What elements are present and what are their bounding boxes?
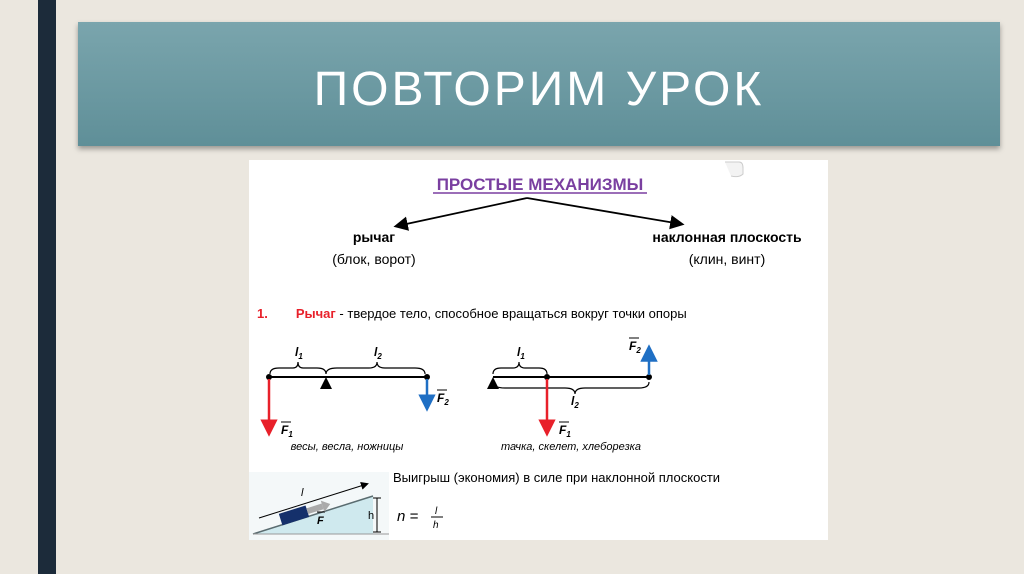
svg-text:l1: $l_1$ [295,345,303,361]
svg-text:l: l [301,487,304,499]
svg-text:F1: $F_1$ [281,423,293,439]
svg-text:F2: $F_2$ [629,339,641,355]
definition-line [257,306,687,321]
gain-formula [397,506,443,531]
mechanisms-figure [249,160,828,540]
item-number: 1. [257,306,268,321]
examples-lever-2: тачка, скелет, хлеборезка [501,441,641,453]
title-band [78,22,1000,146]
svg-text:h: h [368,510,375,522]
lever-sub: (блок, ворот) [332,251,416,267]
slide-title: ПОВТОРИМ УРОК [313,63,765,116]
arrow-to-plane [527,198,681,224]
svg-text:l1: $l_1$ [517,345,525,361]
fulcrum-1 [320,377,332,389]
svg-text:n =: n = [397,508,419,525]
svg-text:F: F [317,515,324,527]
lever-diagram-1 [266,345,449,439]
svg-text:F1: $F_1$ [559,423,571,439]
examples-lever-1: весы, весла, ножницы [290,441,404,453]
page-curl-icon [725,162,743,177]
arrow-to-lever [397,198,527,226]
figure-heading: ПРОСТЫЕ МЕХАНИЗМЫ [436,175,644,194]
item-term: Рычаг [295,306,336,321]
left-accent-bar [38,0,56,574]
svg-text:h: h [433,520,439,531]
gain-text: Выигрыш (экономия) в силе при наклонной плоскости [393,470,721,485]
svg-text:l2: $l_2$ [571,394,579,410]
svg-text:F2: $F_2$ [437,391,449,407]
lever-label: рычаг [352,229,396,245]
figure-svg [249,160,828,540]
plane-label: наклонная плоскость [652,229,802,245]
plane-sub: (клин, винт) [688,251,766,267]
inclined-plane-diagram [249,472,389,540]
svg-text:l: l [435,506,438,517]
svg-text:l2: $l_2$ [374,345,382,361]
lever-diagram-2 [487,338,652,439]
item-definition: - твердое тело, способное вращаться вокруг точки опоры [335,306,687,321]
